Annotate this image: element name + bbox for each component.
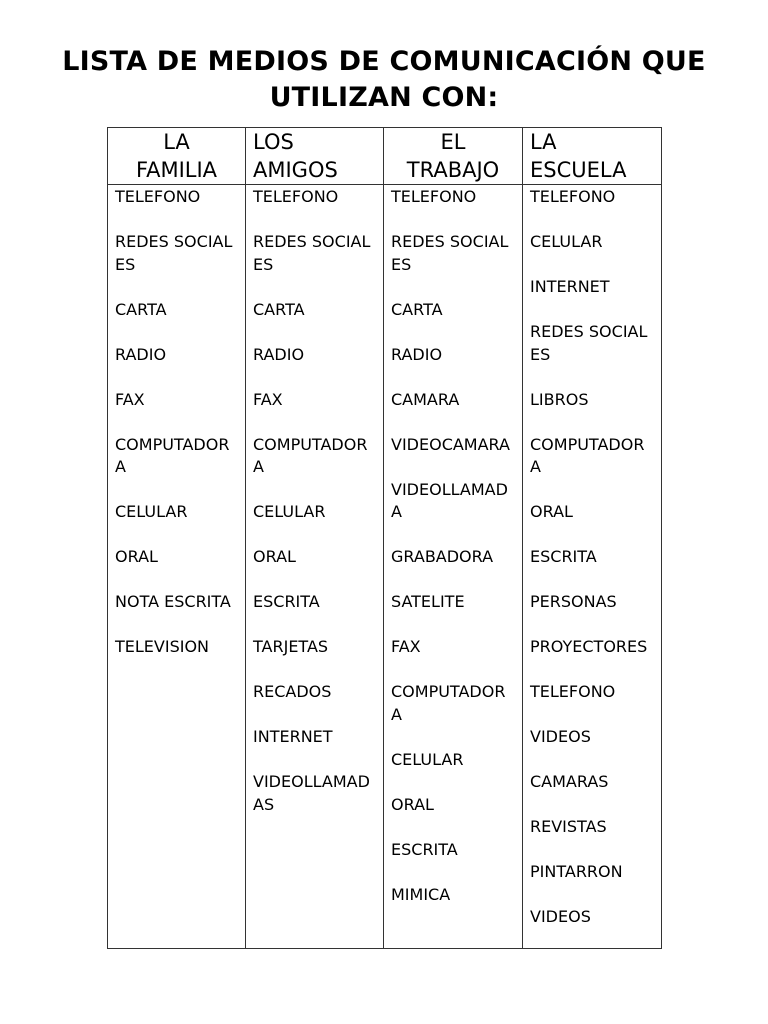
table-header-row: [108, 128, 662, 185]
column-cell-trabajo: [384, 185, 523, 949]
column-header-amigos: [246, 128, 384, 185]
page-title-line-2: UTILIZAN CON:: [269, 82, 499, 113]
list-item: RADIO: [115, 344, 167, 364]
column-header-line: LA: [530, 130, 557, 154]
list-item: TELEFONO: [115, 187, 201, 206]
list-item: VIDEOS: [530, 907, 591, 926]
column-header-familia: [108, 128, 246, 185]
list-item: ORAL: [115, 547, 158, 566]
list-item: SATELITE: [391, 592, 465, 611]
list-item: ESCRITA: [253, 592, 320, 611]
column-header-line: LOS: [253, 130, 294, 154]
column-header-line: LA: [163, 130, 190, 154]
list-item: COMPUTADORA: [115, 434, 230, 476]
column-header-line: AMIGOS: [253, 158, 338, 182]
list-item: PINTARRON: [530, 862, 623, 881]
list-item: TELEFONO: [530, 187, 616, 206]
list-item: TELEFONO: [530, 682, 616, 701]
list-item: NOTA ESCRITA: [115, 592, 231, 611]
column-header-line: ESCUELA: [530, 158, 627, 182]
list-item: RADIO: [253, 344, 305, 364]
column-header-escuela: [523, 128, 662, 185]
list-item: CELULAR: [115, 502, 188, 521]
list-item: TARJETAS: [253, 637, 329, 656]
media-table: [107, 127, 662, 949]
list-item: ESCRITA: [530, 547, 597, 566]
list-item: CELULAR: [391, 749, 464, 769]
list-item: PERSONAS: [530, 592, 617, 611]
list-item: TELEFONO: [253, 187, 339, 206]
list-item: ORAL: [530, 502, 573, 521]
list-item: VIDEOLLAMADA: [391, 479, 508, 521]
list-item: FAX: [253, 389, 283, 409]
page-title-line-1: LISTA DE MEDIOS DE COMUNICACIÓN QUE: [62, 46, 706, 77]
list-item: MIMICA: [391, 884, 451, 904]
list-item: ORAL: [391, 794, 434, 814]
list-item: TELEFONO: [391, 187, 477, 206]
list-item: CARTA: [115, 299, 167, 319]
list-item: CELULAR: [253, 502, 326, 521]
list-item: COMPUTADORA: [253, 434, 368, 476]
list-item: GRABADORA: [391, 547, 494, 566]
column-cell-familia: [108, 185, 246, 949]
list-item: FAX: [391, 637, 421, 656]
page-title: [0, 44, 768, 116]
list-item: ORAL: [253, 547, 296, 566]
table-body-row: [108, 185, 662, 949]
list-item: CAMARAS: [530, 772, 609, 791]
list-item: COMPUTADORA: [530, 434, 645, 476]
list-item: CARTA: [253, 299, 305, 319]
column-cell-escuela: [523, 185, 662, 949]
list-item: COMPUTADORA: [391, 682, 506, 724]
column-cell-amigos: [246, 185, 384, 949]
list-item: REDES SOCIALES: [115, 232, 233, 274]
list-item: VIDEOLLAMADAS: [253, 772, 370, 814]
list-item: CAMARA: [391, 389, 460, 409]
list-item: REVISTAS: [530, 817, 607, 836]
list-item: VIDEOCAMARA: [391, 434, 510, 454]
list-item: LIBROS: [530, 389, 589, 409]
list-item: ESCRITA: [391, 839, 458, 859]
column-header-line: EL: [440, 130, 466, 154]
list-item: VIDEOS: [530, 727, 591, 746]
list-item: REDES SOCIALES: [253, 232, 371, 274]
list-item: RECADOS: [253, 682, 332, 701]
column-header-trabajo: [384, 128, 523, 185]
list-item: INTERNET: [530, 277, 610, 296]
column-header-line: TRABAJO: [406, 158, 500, 182]
list-item: REDES SOCIALES: [391, 232, 509, 274]
list-item: CARTA: [391, 299, 443, 319]
list-item: PROYECTORES: [530, 637, 648, 656]
list-item: TELEVISION: [115, 637, 210, 656]
list-item: CELULAR: [530, 232, 603, 251]
list-item: REDES SOCIALES: [530, 322, 648, 364]
column-header-line: FAMILIA: [135, 158, 218, 182]
list-item: INTERNET: [253, 727, 333, 746]
list-item: FAX: [115, 389, 145, 409]
list-item: RADIO: [391, 344, 443, 364]
